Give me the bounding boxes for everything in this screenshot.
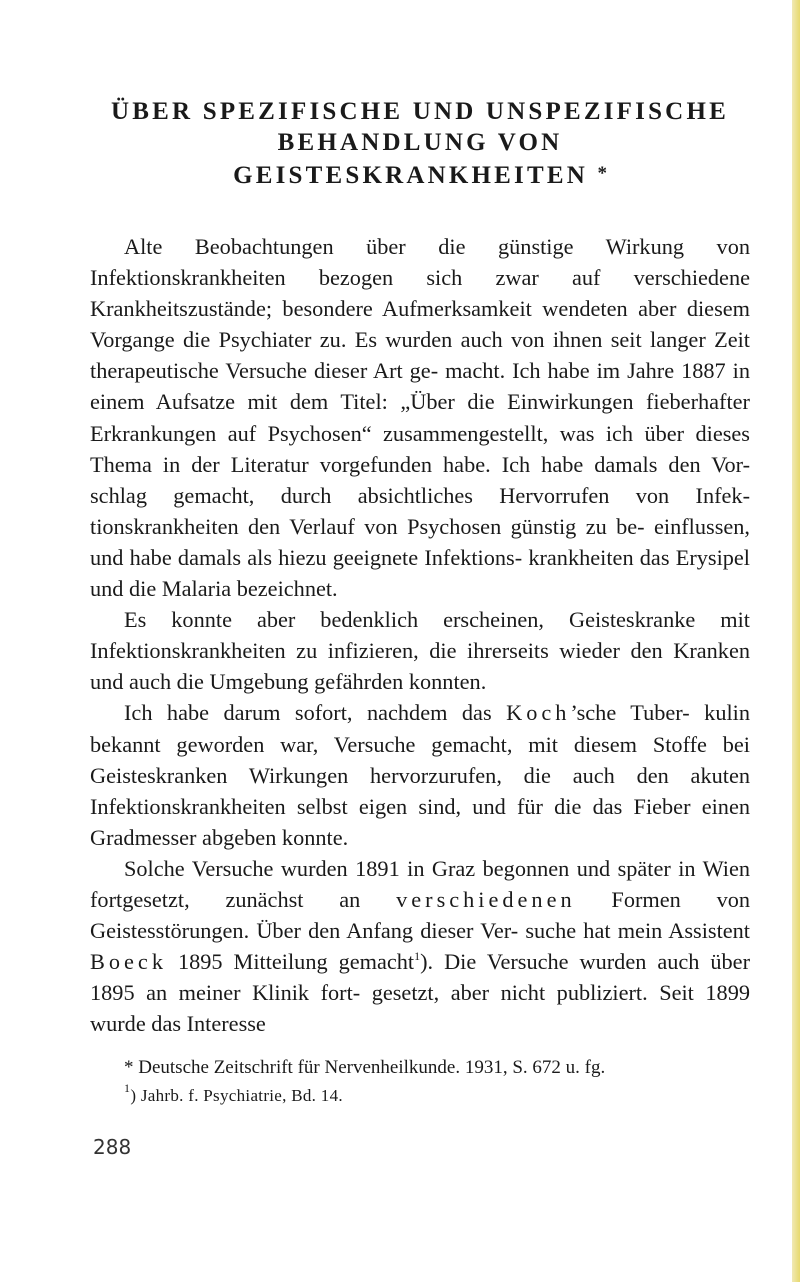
article-body [90, 231, 750, 1039]
title-line-2: BEHANDLUNG VON [277, 129, 563, 156]
paragraph-4-middle: Formen von Geistesstörungen. Über den Anfang dieser Ver- suche hat mein Assistent [90, 886, 751, 944]
footnote-asterisk: * Deutsche Zeitschrift für Nervenheilkunde. 1931, S. 672 u. fg. [124, 1057, 606, 1079]
article-title [90, 96, 750, 191]
paragraph-4-after-name: 1895 Mitteilung gemacht [177, 949, 415, 975]
paragraph-3-end: ’sche Tuber- kulin bekannt geworden war, Versuche gemacht, mit diesem Stoffe bei Geisteskranken Wirkungen hervorzurufen, die auch den akuten Infektionskrankheiten selbst eigen sind, und für die das Fieber einen Gradmesser abgeben konnte. [90, 700, 751, 850]
footnote-1 [90, 1082, 750, 1110]
footnote-1-mark: 1 [124, 1081, 131, 1096]
page-number: 288 [93, 1135, 132, 1159]
title-line-3-text: GEISTESKRANKHEITEN [233, 162, 588, 189]
paragraph-2: Es konnte aber bedenklich erscheinen, Geisteskranke mit Infektionskrankheiten zu infizieren, die ihrerseits wieder den Kranken und auch die Umgebung gefährden konnten. [90, 607, 750, 695]
footnote-ref-1: 1 [414, 949, 421, 964]
title-line-3 [90, 158, 750, 191]
paragraph-4-end: ). Die Versuche wurden auch über 1895 an meiner Klinik fort- gesetzt, aber nicht publiziert. Seit 1899 wurde das Interesse [90, 949, 750, 1037]
page-content [90, 96, 750, 1110]
paragraph-4 [90, 853, 750, 1040]
author-name-koch: Koch [506, 700, 571, 726]
author-name-boeck: Boeck [90, 949, 167, 975]
paragraph-3 [90, 697, 750, 852]
footnote-1-text: ) Jahrb. f. Psychiatrie, Bd. 14. [130, 1086, 343, 1106]
page-edge [792, 0, 800, 1282]
paragraph-3-start: Ich habe darum sofort, nachdem das [124, 700, 492, 726]
title-asterisk: * [597, 163, 607, 184]
emphasis-verschiedenen: verschiedenen [396, 886, 576, 912]
footnotes [90, 1054, 750, 1110]
paragraph-4-start: Solche Versuche wurden 1891 in Graz begonnen und später in Wien fortgesetzt, zunächst an [90, 855, 750, 912]
title-line-1: ÜBER SPEZIFISCHE UND UNSPEZIFISCHE [111, 98, 729, 125]
paragraph-1: Alte Beobachtungen über die günstige Wirkung von Infektionskrankheiten bezogen sich zwar auf verschiedene Krankheitszustände; besondere Aufmerksamkeit wendeten aber diesem Vorgange die Psychiater zu. Es wurden auch von ihnen seit langer Zeit therapeutische Versuche dieser Art ge- macht. Ich habe im Jahre 1887 in einem Aufsatze mit dem Titel: „Über die Einwirkungen fieberhafter Erkrankungen auf Psychosen“ zusammengestellt, was ich über dieses Thema in der Literatur vorgefunden habe. Ich habe damals den Vor- schlag gemacht, durch absichtliches Hervorrufen von Infek- tionskrankheiten den Verlauf von Psychosen günstig zu be- einflussen, und habe damals als hiezu geeignete Infektions- krankheiten das Erysipel und die Malaria bezeichnet. [90, 234, 750, 602]
